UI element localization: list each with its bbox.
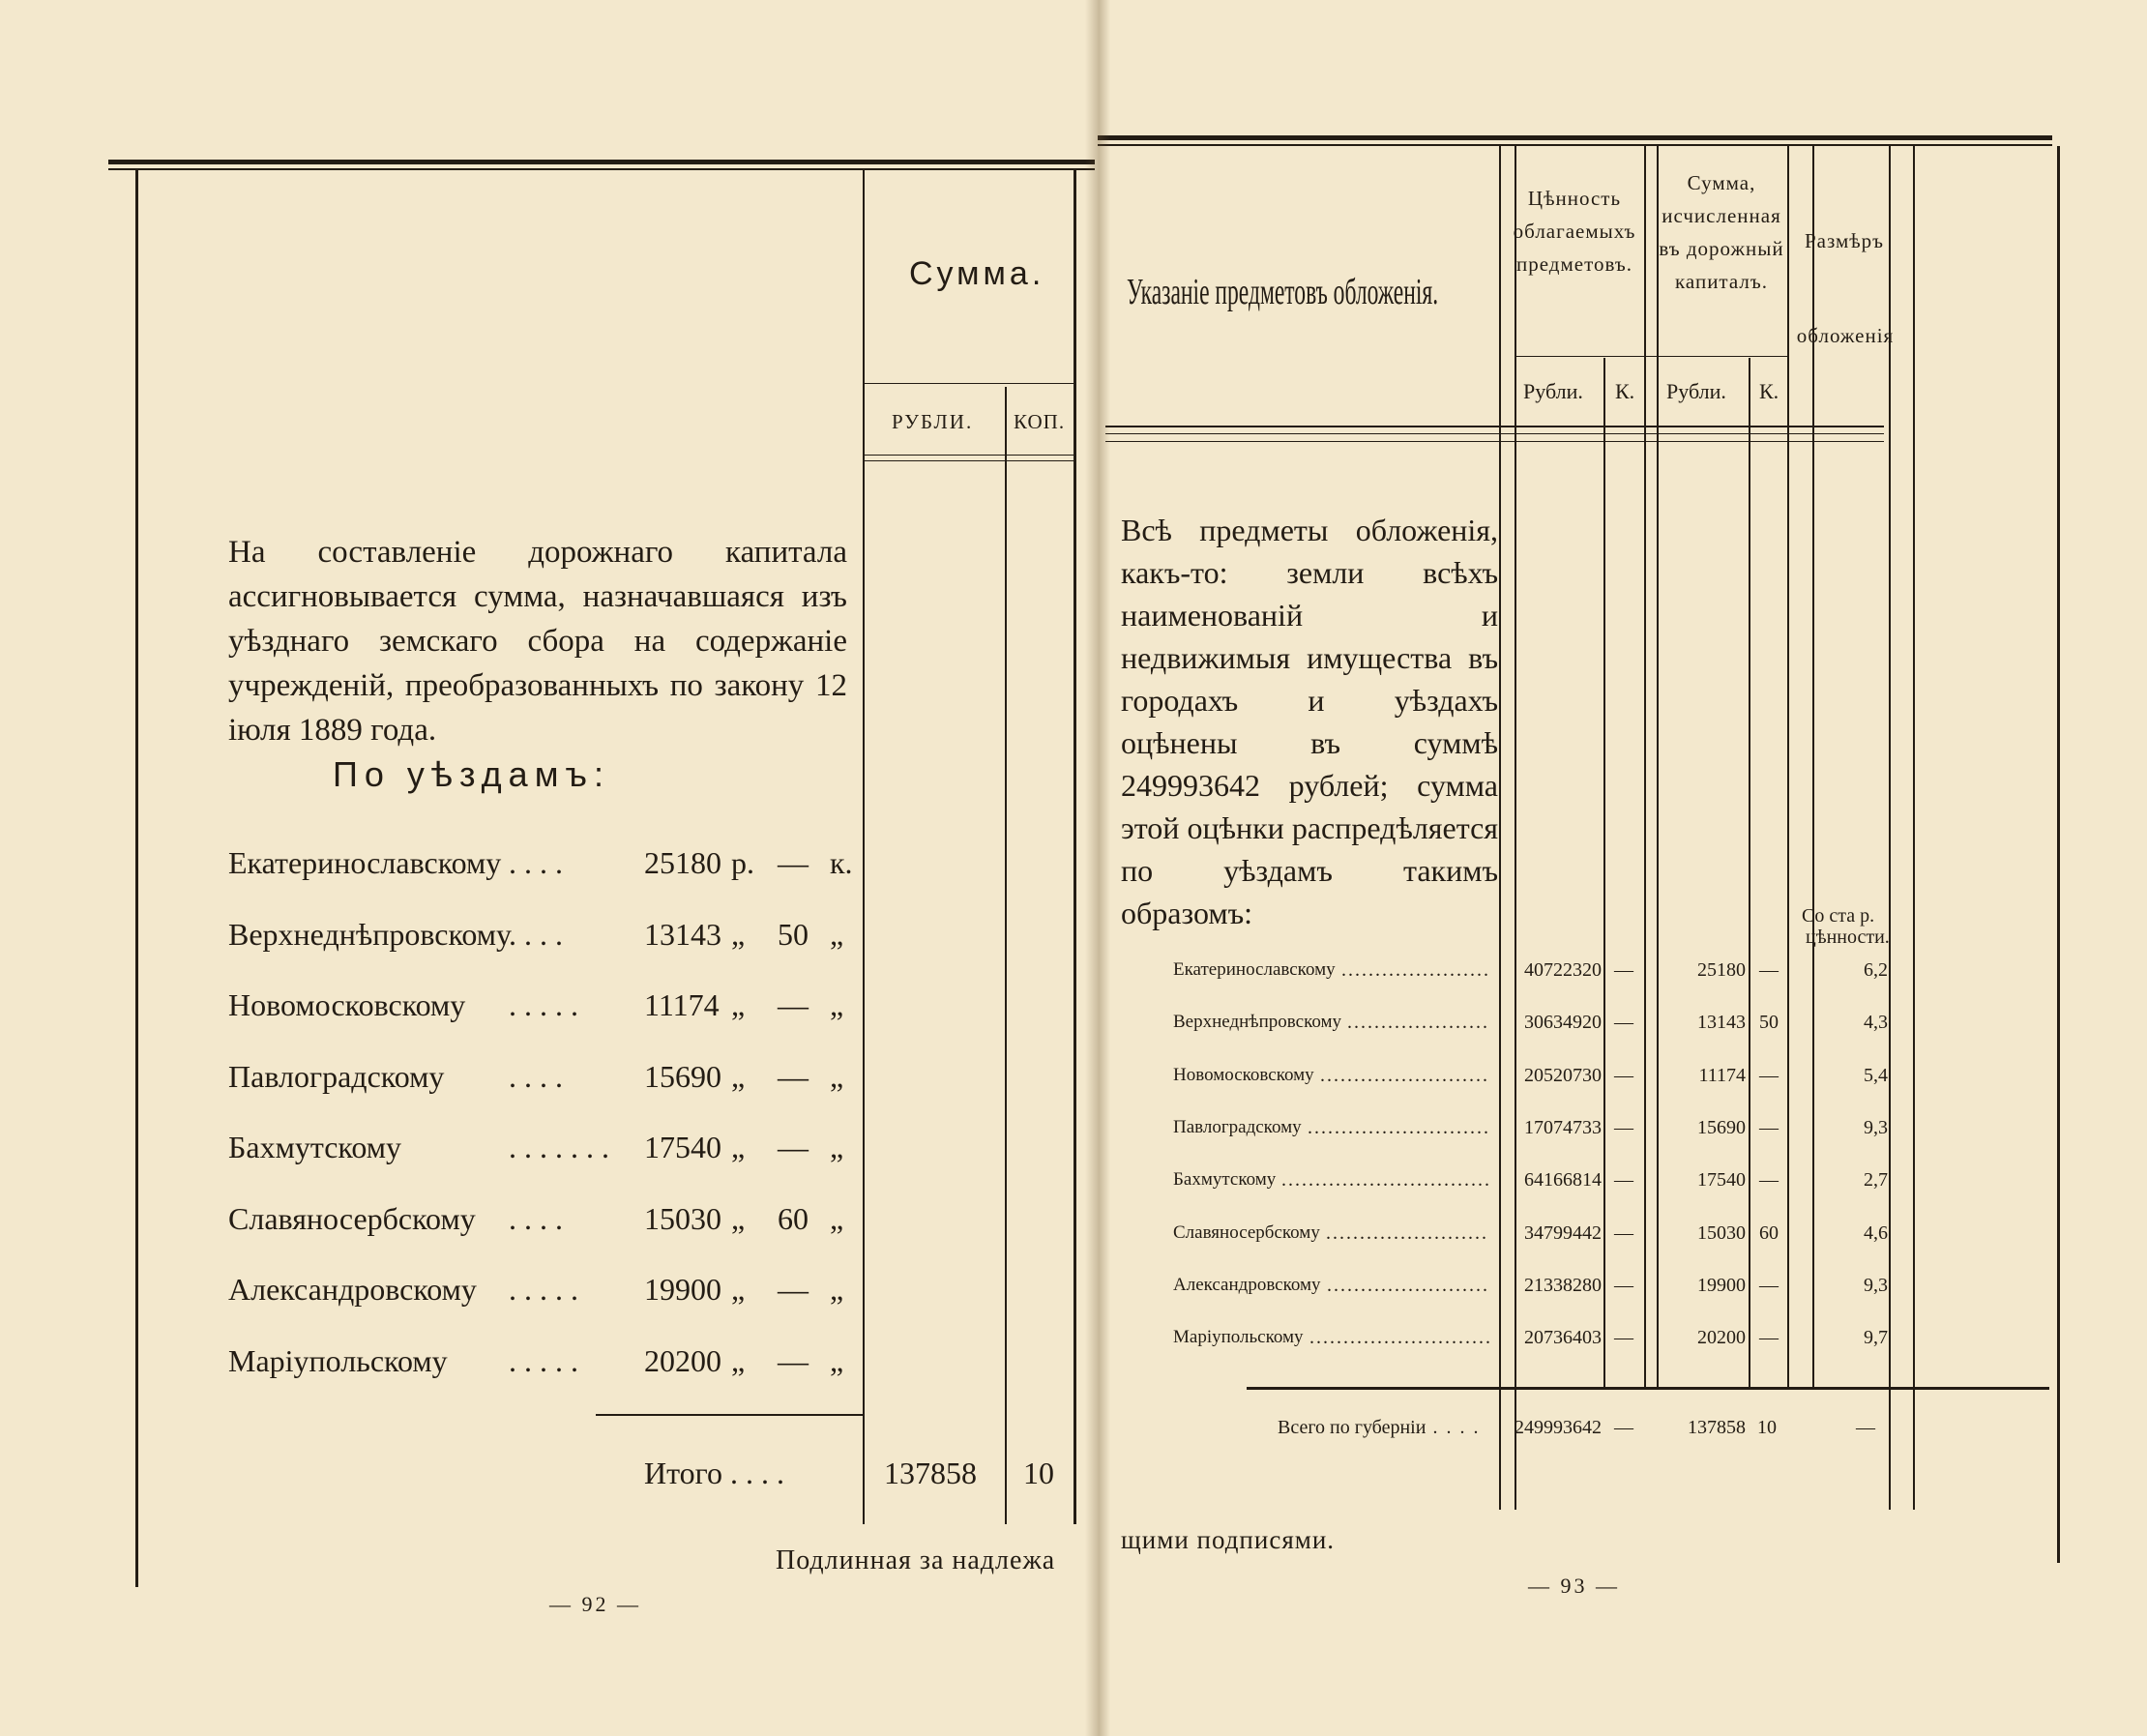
- col-line-3b: [1657, 146, 1659, 1388]
- header-rule: [865, 383, 1074, 384]
- header-bottom-rule-3: [1105, 441, 1884, 442]
- district-row: [228, 987, 847, 1030]
- col-line-6b: [1913, 146, 1915, 1510]
- sum-rubles: 20200: [1697, 1327, 1746, 1349]
- district-name: Екатеринославскому: [1173, 959, 1336, 980]
- value-k-header: К.: [1615, 379, 1635, 403]
- total-sum-k: 10: [1757, 1417, 1777, 1438]
- dot-leader: .....................: [1347, 1012, 1489, 1034]
- sum-kopecks: 60: [1759, 1221, 1779, 1244]
- value-kopecks: —: [1614, 1274, 1633, 1296]
- rate-note-1: Со ста р.: [1802, 905, 1875, 927]
- rate-value: 5,4: [1864, 1064, 1888, 1086]
- dot-leader: . . . . .: [509, 1272, 578, 1307]
- value-rubles: 34799442: [1524, 1221, 1602, 1244]
- table-row: [1098, 1117, 2055, 1146]
- sum-header: Сумма.: [909, 255, 1045, 292]
- value-kopecks: —: [1614, 1012, 1633, 1034]
- kopecks-unit: „: [830, 1058, 844, 1094]
- kopecks-unit: „: [830, 1200, 844, 1236]
- value-kopecks: —: [1614, 1221, 1633, 1244]
- header-split-rule: [1516, 356, 1787, 357]
- rubles-unit: „: [731, 1272, 746, 1307]
- dot-leader: ......................: [1341, 959, 1490, 981]
- table-row: [1098, 1327, 2055, 1356]
- kopecks-unit: „: [830, 1272, 844, 1307]
- dot-leader: .........................: [1320, 1064, 1489, 1086]
- kopecks-unit: к.: [830, 845, 853, 880]
- sum-kopecks: —: [1759, 1064, 1779, 1086]
- dot-leader: . . . .: [509, 845, 563, 880]
- top-rule-thin: [1098, 144, 2052, 146]
- rubles-value: 15030: [644, 1200, 721, 1236]
- district-name: Верхнеднѣпровскому: [1173, 1012, 1341, 1033]
- sum-rubles-header: Рубли.: [1666, 379, 1726, 403]
- kopecks-value: 60: [778, 1200, 809, 1236]
- rubles-value: 25180: [644, 845, 721, 880]
- right-border: [2057, 146, 2060, 1563]
- footnote-right: щими подписями.: [1121, 1525, 1336, 1554]
- value-rubles: 30634920: [1524, 1012, 1602, 1034]
- dot-leader: . . . . .: [509, 987, 578, 1022]
- rubles-value: 17540: [644, 1130, 721, 1164]
- value-kopecks: —: [1614, 1116, 1633, 1138]
- right-page: [1098, 0, 2147, 1736]
- dot-leader: ........................: [1327, 1274, 1489, 1296]
- rate-value: 4,6: [1864, 1221, 1888, 1244]
- district-name: Маріупольскому: [1173, 1327, 1304, 1348]
- header-bottom-rule: [1105, 426, 1884, 427]
- sum-rubles: 15030: [1697, 1221, 1746, 1244]
- district-row: [228, 1272, 847, 1314]
- district-name: Бахмутскому: [228, 1130, 401, 1164]
- kopecks-value: —: [778, 1130, 809, 1164]
- total-value: 249993642: [1515, 1417, 1602, 1438]
- kopecks-unit: „: [830, 1342, 844, 1378]
- top-rule-thin: [108, 168, 1095, 170]
- sum-kopecks: —: [1759, 1327, 1779, 1349]
- value-kopecks: —: [1614, 1327, 1633, 1349]
- district-name: Бахмутскому: [1173, 1169, 1277, 1191]
- value-rubles: 20520730: [1524, 1064, 1602, 1086]
- left-border: [135, 170, 138, 1587]
- dot-leader: . . . . . . .: [509, 1130, 609, 1164]
- kopecks-value: —: [778, 1342, 809, 1378]
- rate-value: 6,2: [1864, 959, 1888, 981]
- district-row: [228, 845, 853, 888]
- value-rubles-header: Рубли.: [1523, 379, 1583, 403]
- district-row: [228, 1130, 847, 1172]
- dot-leader: . . . .: [509, 1058, 563, 1094]
- subheading: По уѣздамъ:: [333, 754, 610, 794]
- district-row: [228, 1059, 847, 1102]
- rate-value: 9,3: [1864, 1116, 1888, 1138]
- sum-k-header: К.: [1759, 379, 1779, 403]
- sum-kopecks: 50: [1759, 1012, 1779, 1034]
- rubles-value: 13143: [644, 916, 721, 952]
- sum-kopecks: —: [1759, 1274, 1779, 1296]
- district-name: Славяносербскому: [228, 1200, 476, 1236]
- top-rule: [1098, 135, 2052, 140]
- total-rate: —: [1856, 1417, 1875, 1438]
- table-row: [1098, 1222, 2055, 1251]
- kopecks-value: —: [778, 987, 809, 1022]
- col-line-3: [1644, 146, 1646, 1388]
- header-rule-3: [865, 460, 1074, 461]
- total-kopecks: 10: [1023, 1456, 1054, 1490]
- rubles-unit: „: [731, 1058, 746, 1094]
- kopeck-divider: [1005, 387, 1007, 1524]
- value-rubles: 20736403: [1524, 1327, 1602, 1349]
- sum-rubles: 13143: [1697, 1012, 1746, 1034]
- district-name: Верхнеднѣпровскому: [228, 916, 513, 952]
- rubles-unit: р.: [731, 845, 754, 880]
- value-kopecks: —: [1614, 1169, 1633, 1192]
- district-name: Славяносербскому: [1173, 1221, 1320, 1243]
- district-row: [228, 917, 847, 959]
- district-name: Новомосковскому: [228, 987, 466, 1022]
- total-label: Всего по губерніи . . . .: [1278, 1417, 1481, 1438]
- sum-kopecks: —: [1759, 1169, 1779, 1192]
- rate-note-2: цѣнности.: [1806, 927, 1890, 948]
- page-number-right: — 93 —: [1528, 1574, 1620, 1598]
- district-name: Маріупольскому: [228, 1342, 448, 1378]
- kopecks-value: 50: [778, 916, 809, 952]
- district-name: Павлоградскому: [228, 1058, 445, 1094]
- sum-rubles: 25180: [1697, 959, 1746, 981]
- total-rubles: 137858: [884, 1456, 977, 1490]
- rubles-unit: „: [731, 987, 746, 1022]
- rubles-value: 19900: [644, 1272, 721, 1307]
- value-header: Цѣнность облагаемыхъ предметовъ.: [1513, 187, 1636, 276]
- value-kopecks: —: [1614, 959, 1633, 981]
- rubles-value: 15690: [644, 1058, 721, 1094]
- rubles-unit: „: [731, 916, 746, 952]
- value-kopecks: —: [1614, 1064, 1633, 1086]
- rate-header-1: Размѣръ: [1804, 229, 1885, 252]
- district-row: [228, 1201, 847, 1244]
- rate-value: 9,3: [1864, 1274, 1888, 1296]
- header-rule-2: [865, 455, 1074, 456]
- kopecks-header: КОП.: [1014, 410, 1066, 433]
- district-name: Павлоградскому: [1173, 1116, 1302, 1137]
- value-rubles: 21338280: [1524, 1274, 1602, 1296]
- kopecks-unit: „: [830, 987, 844, 1022]
- rate-header-2: обложенія: [1796, 324, 1895, 347]
- table-row: [1098, 959, 2055, 988]
- kopecks-value: —: [778, 1058, 809, 1094]
- rate-value: 2,7: [1864, 1169, 1888, 1192]
- district-name: Екатеринославскому: [228, 845, 502, 880]
- rubles-unit: „: [731, 1200, 746, 1236]
- kopecks-value: —: [778, 1272, 809, 1307]
- rubles-value: 11174: [644, 987, 720, 1022]
- dot-leader: ........................: [1326, 1221, 1488, 1244]
- subject-header: Указаніе предметовъ обложенія.: [1127, 272, 1439, 312]
- total-label: Итого . . . .: [644, 1456, 784, 1490]
- rubles-unit: „: [731, 1342, 746, 1378]
- dot-leader: . . . .: [509, 916, 563, 952]
- rubles-value: 20200: [644, 1342, 721, 1378]
- column-divider: [863, 170, 865, 1524]
- value-rubles: 64166814: [1524, 1169, 1602, 1192]
- total-rule: [1247, 1387, 2049, 1390]
- kopecks-unit: „: [830, 916, 844, 952]
- rubles-header: РУБЛИ.: [892, 410, 974, 433]
- dot-leader: ...........................: [1309, 1327, 1492, 1349]
- sum-rubles: 11174: [1698, 1064, 1746, 1086]
- top-rule: [108, 160, 1095, 164]
- dot-leader: ...............................: [1281, 1169, 1491, 1192]
- intro-paragraph: Всѣ предметы обложенія, какъ-то: земли всѣхъ наименованій и недвижимыя имущества въ городахъ и уѣздахъ оцѣнены въ суммѣ 249993642 рублей; сумма этой оцѣнки распредѣляется по уѣздамъ такимъ образомъ:: [1121, 513, 1498, 930]
- sum-rubles: 19900: [1697, 1274, 1746, 1296]
- table-row: [1098, 1012, 2055, 1041]
- total-value-k: —: [1614, 1417, 1633, 1438]
- district-row: [228, 1343, 847, 1386]
- table-row: [1098, 1275, 2055, 1304]
- book-gutter: [1085, 0, 1110, 1736]
- dot-leader: . . . .: [509, 1200, 563, 1236]
- total-rule: [596, 1414, 863, 1416]
- rate-value: 4,3: [1864, 1012, 1888, 1034]
- col-line-5: [1787, 146, 1789, 1388]
- value-rubles: 17074733: [1524, 1116, 1602, 1138]
- rate-value: 9,7: [1864, 1327, 1888, 1349]
- footnote-left: Подлинная за надлежа: [776, 1545, 1056, 1575]
- sum-rubles: 15690: [1697, 1116, 1746, 1138]
- dot-leader: . . . . .: [509, 1342, 578, 1378]
- rubles-unit: „: [731, 1130, 746, 1164]
- kopecks-value: —: [778, 845, 809, 880]
- right-border: [1074, 170, 1076, 1524]
- intro-paragraph: На составленіе дорожнаго капитала ассигновывается сумма, назначавшаяся изъ уѣзднаго земскаго сбора на содержаніе учрежденій, преобразованныхъ по закону 12 іюля 1889 года.: [228, 535, 847, 748]
- district-name: Новомосковскому: [1173, 1064, 1314, 1085]
- table-row: [1098, 1065, 2055, 1094]
- sum-header: Сумма, исчисленная въ дорожный капиталъ.: [1659, 171, 1784, 293]
- dot-leader: ...........................: [1308, 1116, 1490, 1138]
- district-name: Александровскому: [1173, 1274, 1321, 1295]
- page-number-left: — 92 —: [549, 1592, 641, 1616]
- district-name: Александровскому: [228, 1272, 477, 1307]
- col-line-1: [1499, 146, 1501, 1510]
- header-bottom-rule-2: [1105, 433, 1884, 434]
- value-rubles: 40722320: [1524, 959, 1602, 981]
- sum-kopecks: —: [1759, 959, 1779, 981]
- table-row: [1098, 1169, 2055, 1198]
- col-line-1b: [1515, 146, 1516, 1510]
- sum-kopecks: —: [1759, 1116, 1779, 1138]
- kopecks-unit: „: [830, 1130, 844, 1164]
- sum-rubles: 17540: [1697, 1169, 1746, 1192]
- total-sum: 137858: [1688, 1417, 1746, 1438]
